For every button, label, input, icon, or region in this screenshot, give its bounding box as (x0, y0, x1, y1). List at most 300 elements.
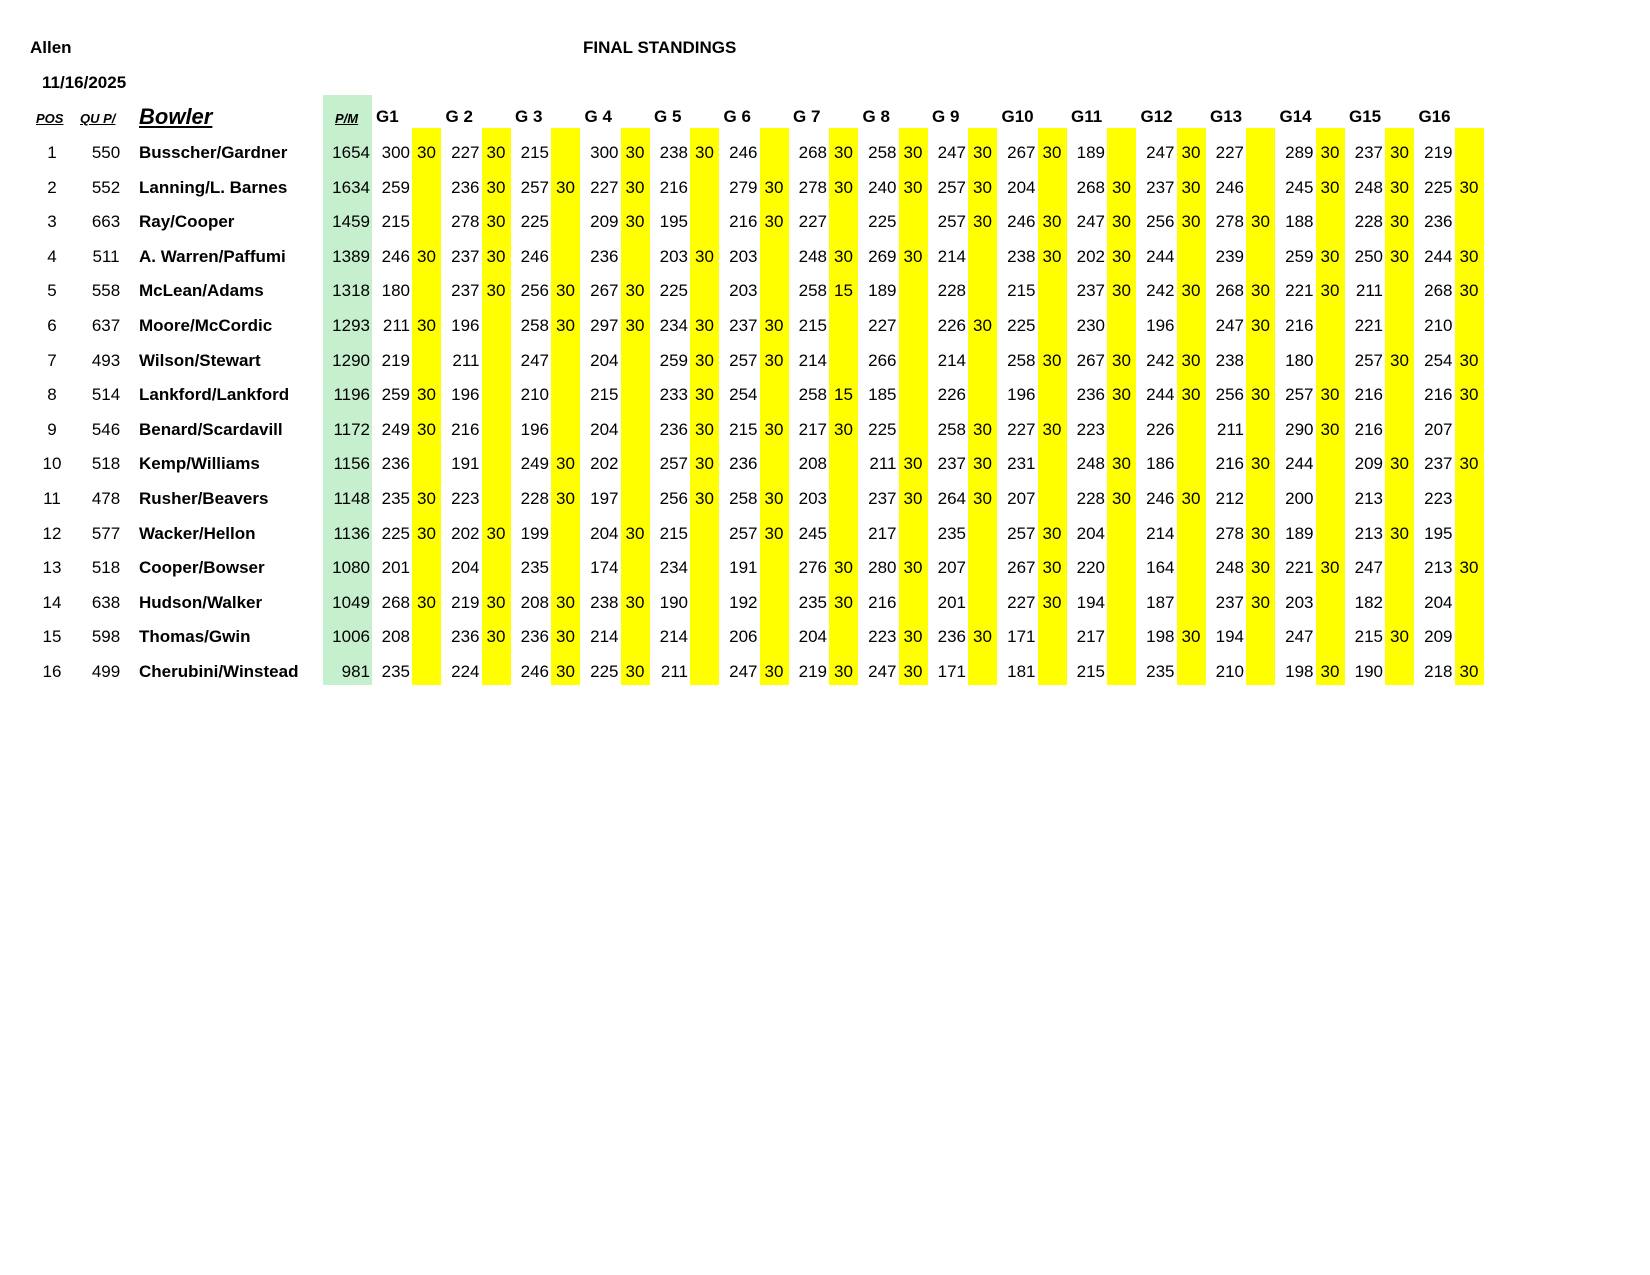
game-score: 180 (1285, 350, 1314, 370)
game-bonus: 30 (1251, 281, 1270, 301)
game-score: 223 (1424, 489, 1453, 508)
game-score: 242 (1146, 350, 1175, 370)
game-score: 189 (868, 281, 897, 301)
game-bonus (1107, 308, 1136, 343)
game-score: 247 (520, 350, 549, 370)
game-score: 237 (1076, 281, 1105, 301)
game-bonus (1177, 654, 1206, 689)
game-bonus (482, 481, 511, 516)
game-bonus (1316, 446, 1345, 481)
game-score: 237 (868, 489, 897, 508)
game-score: 171 (937, 662, 966, 681)
game-bonus: 30 (625, 592, 645, 612)
game-score: 221 (1285, 558, 1314, 578)
game-bonus (1316, 619, 1345, 654)
plus-minus: 1156 (333, 454, 370, 474)
game-score: 267 (1007, 558, 1036, 578)
game-score: 204 (590, 523, 619, 543)
game-bonus: 30 (556, 662, 575, 681)
game-bonus (1107, 654, 1136, 689)
position: 1 (47, 143, 57, 162)
qualifying-pins: 514 (91, 385, 121, 405)
game-bonus (899, 273, 928, 308)
game-bonus: 30 (1390, 246, 1409, 266)
game-score: 256 (659, 489, 688, 508)
game-score: 289 (1285, 143, 1314, 162)
qualifying-pins: 511 (92, 246, 120, 266)
game-score: 237 (451, 281, 480, 301)
game-score: 254 (729, 385, 758, 405)
game-bonus: 30 (903, 662, 923, 681)
game-bonus (1316, 204, 1345, 239)
plus-minus: 1172 (333, 419, 370, 439)
game-bonus: 30 (695, 350, 714, 370)
game-score: 238 (1007, 246, 1036, 266)
game-score: 211 (869, 454, 897, 474)
game-bonus (1455, 619, 1484, 654)
game-bonus (621, 619, 650, 654)
game-bonus: 30 (903, 489, 923, 508)
game-bonus: 30 (556, 454, 575, 474)
game-score: 236 (937, 627, 966, 647)
game-score: 226 (937, 385, 966, 405)
game-score: 225 (1007, 316, 1036, 335)
game-score: 278 (798, 177, 827, 197)
game-bonus: 30 (834, 558, 853, 578)
game-bonus: 30 (1181, 143, 1201, 162)
game-score: 202 (1076, 246, 1105, 266)
game-score: 215 (659, 523, 688, 543)
game-score: 216 (1285, 316, 1314, 335)
game-bonus (829, 204, 858, 239)
game-bonus (412, 619, 441, 654)
game-bonus: 30 (1251, 316, 1270, 335)
table-row (0, 135, 1650, 170)
game-bonus: 30 (625, 177, 645, 197)
game-score: 247 (1076, 212, 1105, 232)
game-score: 216 (1354, 419, 1383, 439)
game-score: 248 (1076, 454, 1105, 474)
game-score: 214 (659, 627, 688, 647)
table-row (0, 516, 1650, 551)
game-score: 196 (451, 316, 480, 335)
game-bonus (1385, 550, 1414, 585)
game-bonus (482, 343, 511, 378)
game-bonus: 30 (1251, 385, 1270, 405)
game-bonus: 30 (764, 489, 784, 508)
game-bonus: 30 (556, 177, 575, 197)
game-bonus: 15 (834, 385, 853, 405)
game-score: 190 (1354, 662, 1383, 681)
game-bonus (1385, 585, 1414, 620)
game-score: 211 (660, 662, 688, 681)
plus-minus: 1290 (332, 350, 370, 370)
game-score: 256 (1215, 385, 1244, 405)
game-bonus: 30 (625, 523, 645, 543)
game-bonus: 30 (973, 489, 992, 508)
game-bonus: 30 (764, 523, 784, 543)
game-bonus (690, 654, 719, 689)
game-bonus (1385, 273, 1414, 308)
bowler-name: Cooper/Bowser (139, 558, 265, 578)
game-score: 257 (659, 454, 688, 474)
game-bonus (412, 654, 441, 689)
qualifying-pins: 518 (91, 558, 121, 578)
game-score: 209 (1354, 454, 1383, 474)
game-bonus (412, 343, 441, 378)
game-bonus (690, 550, 719, 585)
position: 12 (42, 523, 62, 543)
game-score: 258 (937, 419, 966, 439)
game-bonus: 30 (1042, 246, 1062, 266)
game-bonus (1038, 273, 1067, 308)
game-bonus (551, 377, 580, 412)
game-score: 164 (1146, 558, 1175, 578)
plus-minus: 1459 (332, 212, 370, 232)
game-bonus: 30 (764, 316, 784, 335)
game-bonus: 30 (625, 281, 645, 301)
game-score: 290 (1285, 419, 1314, 439)
game-bonus: 30 (1320, 385, 1340, 405)
game-score: 247 (868, 662, 897, 681)
game-bonus (1038, 308, 1067, 343)
game-bonus: 30 (556, 281, 575, 301)
game-bonus (551, 343, 580, 378)
game-bonus: 30 (1112, 246, 1131, 266)
game-score: 280 (868, 558, 897, 578)
game-bonus (1246, 412, 1275, 447)
game-bonus (1316, 585, 1345, 620)
game-score: 258 (729, 489, 758, 508)
game-bonus: 30 (1042, 350, 1062, 370)
qualifying-pins: 598 (91, 627, 121, 647)
game-bonus (829, 343, 858, 378)
game-bonus: 30 (1112, 212, 1131, 232)
bowler-name: Thomas/Gwin (139, 627, 251, 647)
game-bonus: 30 (1181, 385, 1201, 405)
game-bonus (899, 308, 928, 343)
plus-minus: 1634 (332, 177, 370, 197)
game-score: 231 (1007, 454, 1036, 474)
game-score: 257 (729, 523, 758, 543)
game-bonus (690, 273, 719, 308)
game-score: 199 (520, 523, 549, 543)
game-bonus: 30 (973, 419, 992, 439)
game-score: 200 (1285, 489, 1314, 508)
game-score: 259 (381, 385, 410, 405)
plus-minus: 1654 (332, 143, 370, 162)
game-bonus: 30 (695, 454, 714, 474)
game-score: 223 (451, 489, 480, 508)
game-score: 204 (451, 558, 480, 578)
game-score: 227 (451, 143, 480, 162)
header-game: G12 (1140, 107, 1173, 126)
game-bonus (899, 585, 928, 620)
game-bonus (1177, 516, 1206, 551)
game-score: 225 (868, 419, 897, 439)
game-bonus: 30 (1390, 212, 1409, 232)
game-score: 204 (1007, 177, 1036, 197)
game-score: 267 (1007, 143, 1036, 162)
position: 6 (47, 316, 57, 335)
game-bonus (412, 170, 441, 205)
game-bonus: 30 (1459, 385, 1479, 405)
header-game: G 2 (445, 107, 473, 126)
bowler-name: Kemp/Williams (139, 454, 260, 474)
game-score: 203 (798, 489, 827, 508)
game-bonus: 30 (1320, 558, 1340, 578)
game-score: 266 (868, 350, 897, 370)
game-bonus (1107, 619, 1136, 654)
game-bonus: 30 (834, 592, 853, 612)
position: 4 (47, 246, 57, 266)
game-score: 215 (1007, 281, 1036, 301)
game-bonus (829, 481, 858, 516)
qualifying-pins: 663 (91, 212, 121, 232)
game-bonus (899, 516, 928, 551)
game-bonus (1246, 135, 1275, 170)
game-score: 238 (1215, 350, 1244, 370)
game-bonus (482, 412, 511, 447)
game-score: 225 (520, 212, 549, 232)
game-bonus: 30 (486, 212, 506, 232)
game-bonus: 30 (486, 592, 506, 612)
game-score: 257 (520, 177, 549, 197)
game-bonus: 30 (1112, 489, 1131, 508)
game-score: 171 (1007, 627, 1036, 647)
game-score: 228 (937, 281, 966, 301)
table-row (0, 446, 1650, 481)
game-bonus (1385, 654, 1414, 689)
game-score: 279 (729, 177, 758, 197)
game-score: 198 (1285, 662, 1314, 681)
game-score: 234 (659, 316, 688, 335)
qualifying-pins: 550 (91, 143, 121, 162)
game-bonus (551, 516, 580, 551)
game-score: 248 (1354, 177, 1383, 197)
header-game: G11 (1071, 107, 1103, 126)
game-score: 246 (381, 246, 410, 266)
game-bonus: 30 (834, 419, 853, 439)
header-game: G16 (1418, 107, 1451, 126)
game-score: 236 (451, 627, 480, 647)
game-score: 213 (1354, 523, 1383, 543)
game-score: 196 (1146, 316, 1175, 335)
position: 15 (42, 627, 62, 647)
game-bonus: 30 (1112, 350, 1131, 370)
plus-minus: 1136 (333, 523, 370, 543)
game-bonus: 30 (417, 419, 436, 439)
game-score: 267 (1076, 350, 1105, 370)
game-score: 259 (659, 350, 688, 370)
plus-minus: 981 (341, 662, 370, 681)
game-score: 218 (1424, 662, 1453, 681)
game-score: 247 (1354, 558, 1383, 578)
game-score: 225 (659, 281, 688, 301)
game-score: 234 (659, 558, 688, 578)
game-score: 227 (868, 316, 897, 335)
game-score: 196 (1007, 385, 1036, 405)
game-score: 220 (1076, 558, 1105, 578)
game-bonus: 30 (764, 177, 784, 197)
game-score: 214 (590, 627, 619, 647)
game-bonus (1246, 654, 1275, 689)
game-score: 256 (520, 281, 549, 301)
game-score: 254 (1424, 350, 1453, 370)
game-score: 215 (590, 385, 619, 405)
game-bonus (1107, 585, 1136, 620)
header-game: G 7 (793, 107, 821, 126)
game-score: 245 (1285, 177, 1314, 197)
game-bonus (621, 481, 650, 516)
bowler-name: Moore/McCordic (139, 316, 273, 335)
plus-minus: 1080 (332, 558, 370, 578)
position: 7 (47, 350, 57, 370)
game-bonus (1246, 170, 1275, 205)
header-game: G 8 (862, 107, 890, 126)
game-score: 216 (868, 592, 897, 612)
game-score: 181 (1007, 662, 1036, 681)
game-score: 246 (1215, 177, 1244, 197)
game-score: 201 (937, 592, 966, 612)
game-bonus: 30 (1251, 454, 1270, 474)
game-bonus: 30 (834, 177, 853, 197)
game-score: 217 (798, 419, 827, 439)
game-bonus (1038, 619, 1067, 654)
game-bonus: 30 (1390, 627, 1409, 647)
game-bonus (1246, 481, 1275, 516)
game-bonus: 30 (973, 177, 992, 197)
page-title: FINAL STANDINGS (583, 38, 737, 57)
game-score: 258 (798, 385, 827, 405)
game-score: 213 (1424, 558, 1453, 578)
game-bonus (482, 377, 511, 412)
game-bonus (1455, 135, 1484, 170)
game-bonus (1316, 343, 1345, 378)
game-bonus: 30 (625, 662, 645, 681)
game-bonus: 30 (1112, 281, 1131, 301)
position: 9 (47, 419, 57, 439)
position: 8 (47, 385, 57, 405)
game-score: 245 (798, 523, 827, 543)
game-score: 204 (590, 419, 619, 439)
game-bonus: 30 (1459, 281, 1479, 301)
game-bonus (968, 273, 997, 308)
game-bonus (760, 239, 789, 274)
game-score: 268 (1215, 281, 1244, 301)
game-score: 185 (868, 385, 897, 405)
game-score: 189 (1285, 523, 1314, 543)
header-bowler: Bowler (139, 104, 213, 129)
game-bonus: 30 (695, 143, 714, 162)
game-bonus (551, 550, 580, 585)
table-row (0, 204, 1650, 239)
plus-minus: 1293 (332, 316, 370, 335)
game-bonus: 30 (973, 143, 992, 162)
game-score: 248 (1215, 558, 1244, 578)
table-row (0, 585, 1650, 620)
game-score: 212 (1215, 489, 1244, 508)
game-bonus: 30 (1042, 523, 1062, 543)
game-score: 215 (798, 316, 827, 335)
qualifying-pins: 558 (91, 281, 121, 301)
bowler-name: McLean/Adams (139, 281, 264, 301)
qualifying-pins: 552 (91, 177, 121, 197)
game-bonus (482, 550, 511, 585)
game-score: 209 (590, 212, 619, 232)
game-bonus (551, 135, 580, 170)
game-score: 188 (1285, 212, 1314, 232)
game-bonus (1385, 481, 1414, 516)
game-bonus: 30 (1320, 662, 1340, 681)
game-bonus: 30 (903, 558, 923, 578)
game-score: 236 (520, 627, 549, 647)
qualifying-pins: 478 (91, 489, 121, 508)
game-score: 215 (520, 143, 549, 162)
game-score: 256 (1146, 212, 1175, 232)
game-bonus (412, 446, 441, 481)
game-bonus (690, 619, 719, 654)
game-bonus: 30 (556, 592, 575, 612)
game-bonus: 30 (903, 454, 923, 474)
game-bonus (412, 273, 441, 308)
game-score: 226 (1146, 419, 1175, 439)
table-row (0, 239, 1650, 274)
game-score: 191 (451, 454, 480, 474)
table-row (0, 273, 1650, 308)
game-bonus: 30 (1320, 177, 1340, 197)
game-score: 238 (659, 143, 688, 162)
game-bonus (1455, 481, 1484, 516)
game-bonus (829, 516, 858, 551)
game-bonus (1385, 377, 1414, 412)
game-bonus: 30 (556, 489, 575, 508)
header-game: G1 (376, 107, 399, 126)
game-bonus (621, 377, 650, 412)
game-bonus (1038, 481, 1067, 516)
position: 14 (42, 592, 62, 612)
game-bonus (1385, 308, 1414, 343)
game-bonus (760, 377, 789, 412)
game-bonus: 30 (1042, 419, 1062, 439)
game-score: 214 (937, 350, 966, 370)
position: 2 (47, 177, 57, 197)
game-score: 247 (937, 143, 966, 162)
game-bonus (760, 135, 789, 170)
game-bonus (621, 446, 650, 481)
game-bonus: 30 (1251, 592, 1270, 612)
game-score: 246 (1146, 489, 1175, 508)
header-pos: POS (36, 111, 64, 126)
game-bonus: 30 (1112, 385, 1131, 405)
game-score: 180 (381, 281, 410, 301)
game-score: 203 (729, 281, 758, 301)
game-bonus: 30 (1251, 523, 1270, 543)
game-score: 227 (798, 212, 827, 232)
game-score: 214 (937, 246, 966, 266)
game-score: 224 (451, 662, 480, 681)
game-bonus: 30 (1320, 419, 1340, 439)
header-qu: QU P/ (80, 111, 116, 126)
qualifying-pins: 577 (91, 523, 121, 543)
bowler-name: Benard/Scardavill (139, 419, 283, 439)
game-bonus (1107, 412, 1136, 447)
game-bonus: 30 (1181, 212, 1201, 232)
game-bonus (968, 654, 997, 689)
game-score: 235 (381, 489, 410, 508)
game-bonus: 30 (834, 143, 853, 162)
game-score: 216 (659, 177, 688, 197)
